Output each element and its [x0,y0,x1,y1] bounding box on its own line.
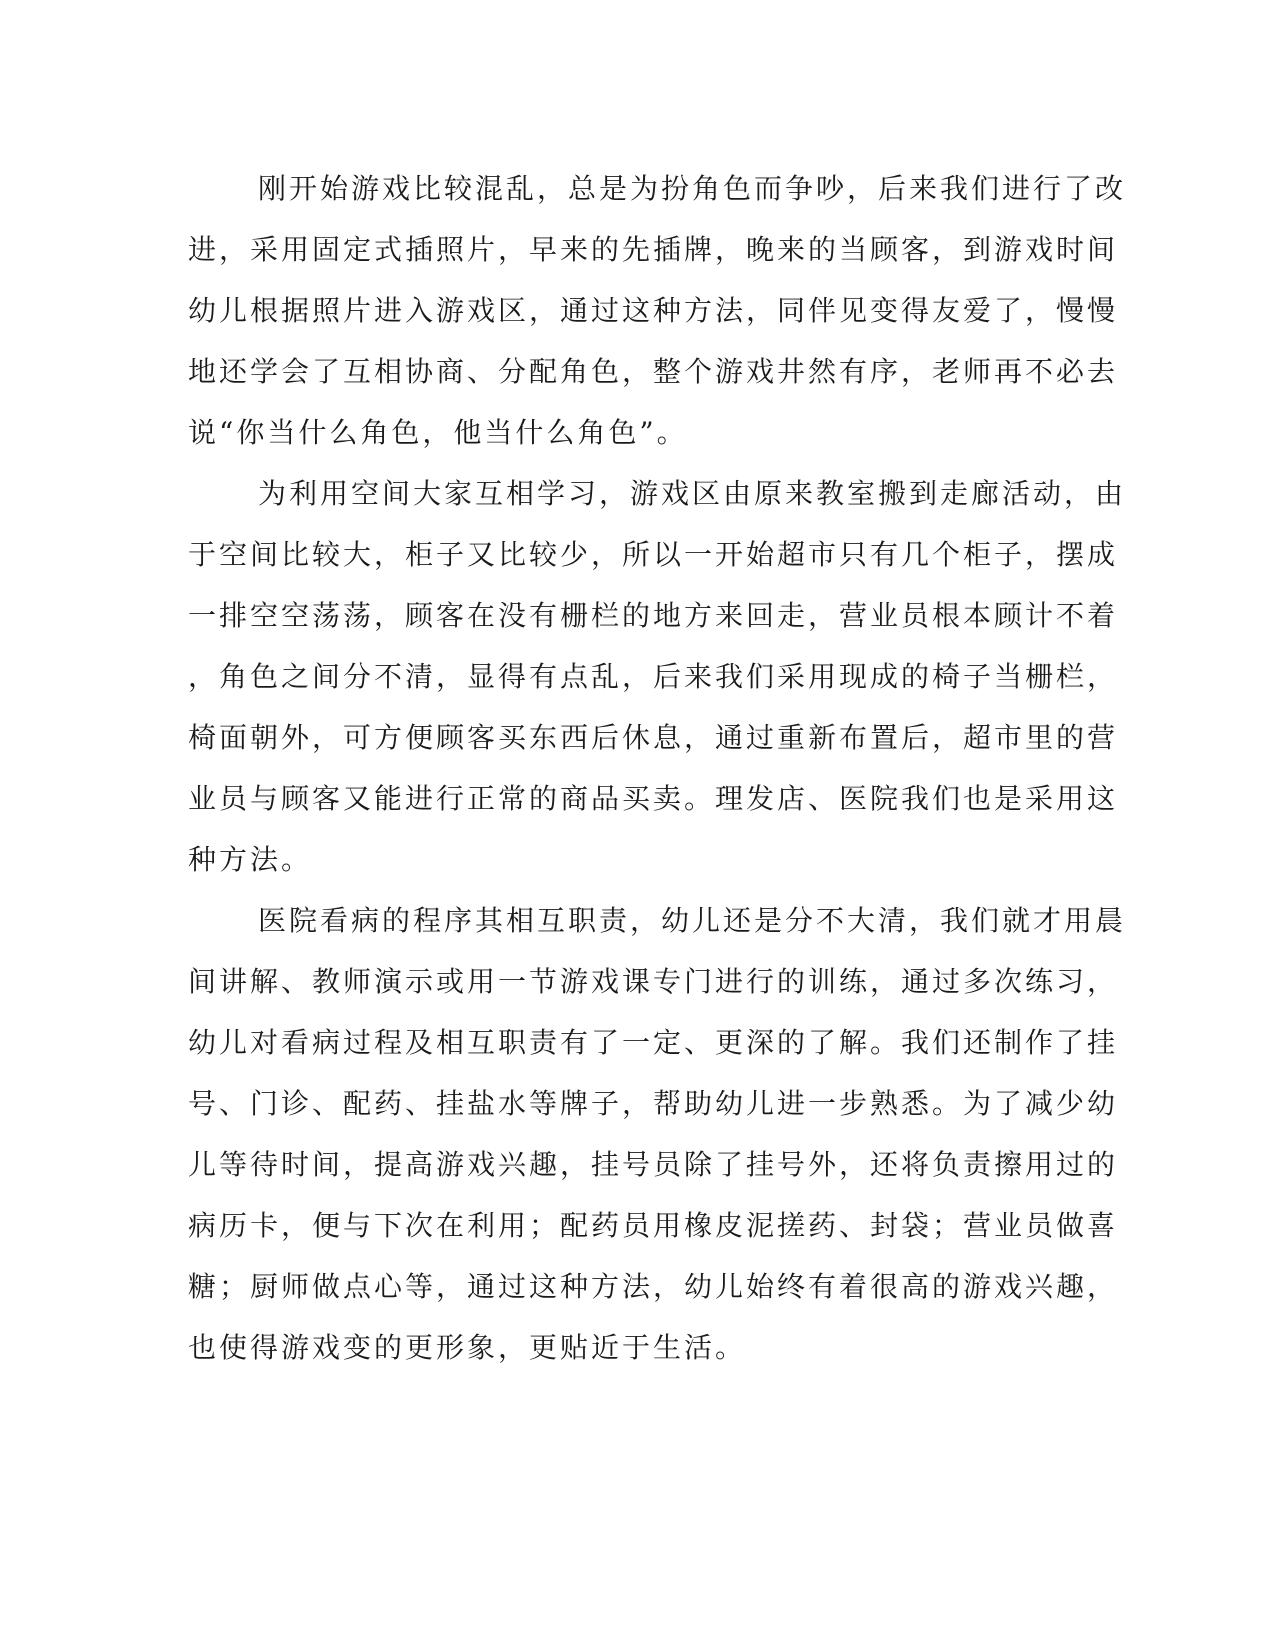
text-line: 病历卡，便与下次在利用；配药员用橡皮泥搓药、封袋；营业员做喜 [188,1209,1119,1242]
text-line: 于空间比较大，柜子又比较少，所以一开始超市只有几个柜子，摆成 [188,538,1119,571]
text-line: ，角色之间分不清，显得有点乱，后来我们采用现成的椅子当栅栏， [188,660,1119,693]
paragraph-1 [188,158,1127,463]
text-line: 种方法。 [188,843,313,876]
paragraph-3 [188,890,1127,1378]
text-line: 为利用空间大家互相学习，游戏区由原来教室搬到走廊活动，由 [258,477,1127,510]
text-line: 说“你当什么角色，他当什么角色”。 [188,416,688,449]
text-line: 幼儿对看病过程及相互职责有了一定、更深的了解。我们还制作了挂 [188,1026,1119,1059]
text-line: 刚开始游戏比较混乱，总是为扮角色而争吵，后来我们进行了改 [258,172,1127,205]
text-line: 一排空空荡荡，顾客在没有栅栏的地方来回走，营业员根本顾计不着 [188,599,1119,632]
text-line: 也使得游戏变的更形象，更贴近于生活。 [188,1331,747,1364]
text-line: 号、门诊、配药、挂盐水等牌子，帮助幼儿进一步熟悉。为了减少幼 [188,1087,1119,1120]
text-line: 地还学会了互相协商、分配角色，整个游戏井然有序，老师再不必去 [188,355,1119,388]
text-line: 椅面朝外，可方便顾客买东西后休息，通过重新布置后，超市里的营 [188,721,1119,754]
text-line: 医院看病的程序其相互职责，幼儿还是分不大清，我们就才用晨 [258,904,1127,937]
paragraph-2 [188,463,1127,890]
text-line: 糖；厨师做点心等，通过这种方法，幼儿始终有着很高的游戏兴趣， [188,1270,1119,1303]
body-text [188,158,1127,1378]
text-line: 幼儿根据照片进入游戏区，通过这种方法，同伴见变得友爱了，慢慢 [188,294,1119,327]
text-line: 儿等待时间，提高游戏兴趣，挂号员除了挂号外，还将负责擦用过的 [188,1148,1119,1181]
text-line: 业员与顾客又能进行正常的商品买卖。理发店、医院我们也是采用这 [188,782,1119,815]
text-line: 间讲解、教师演示或用一节游戏课专门进行的训练，通过多次练习， [188,965,1119,998]
text-line: 进，采用固定式插照片，早来的先插牌，晚来的当顾客，到游戏时间 [188,233,1119,266]
